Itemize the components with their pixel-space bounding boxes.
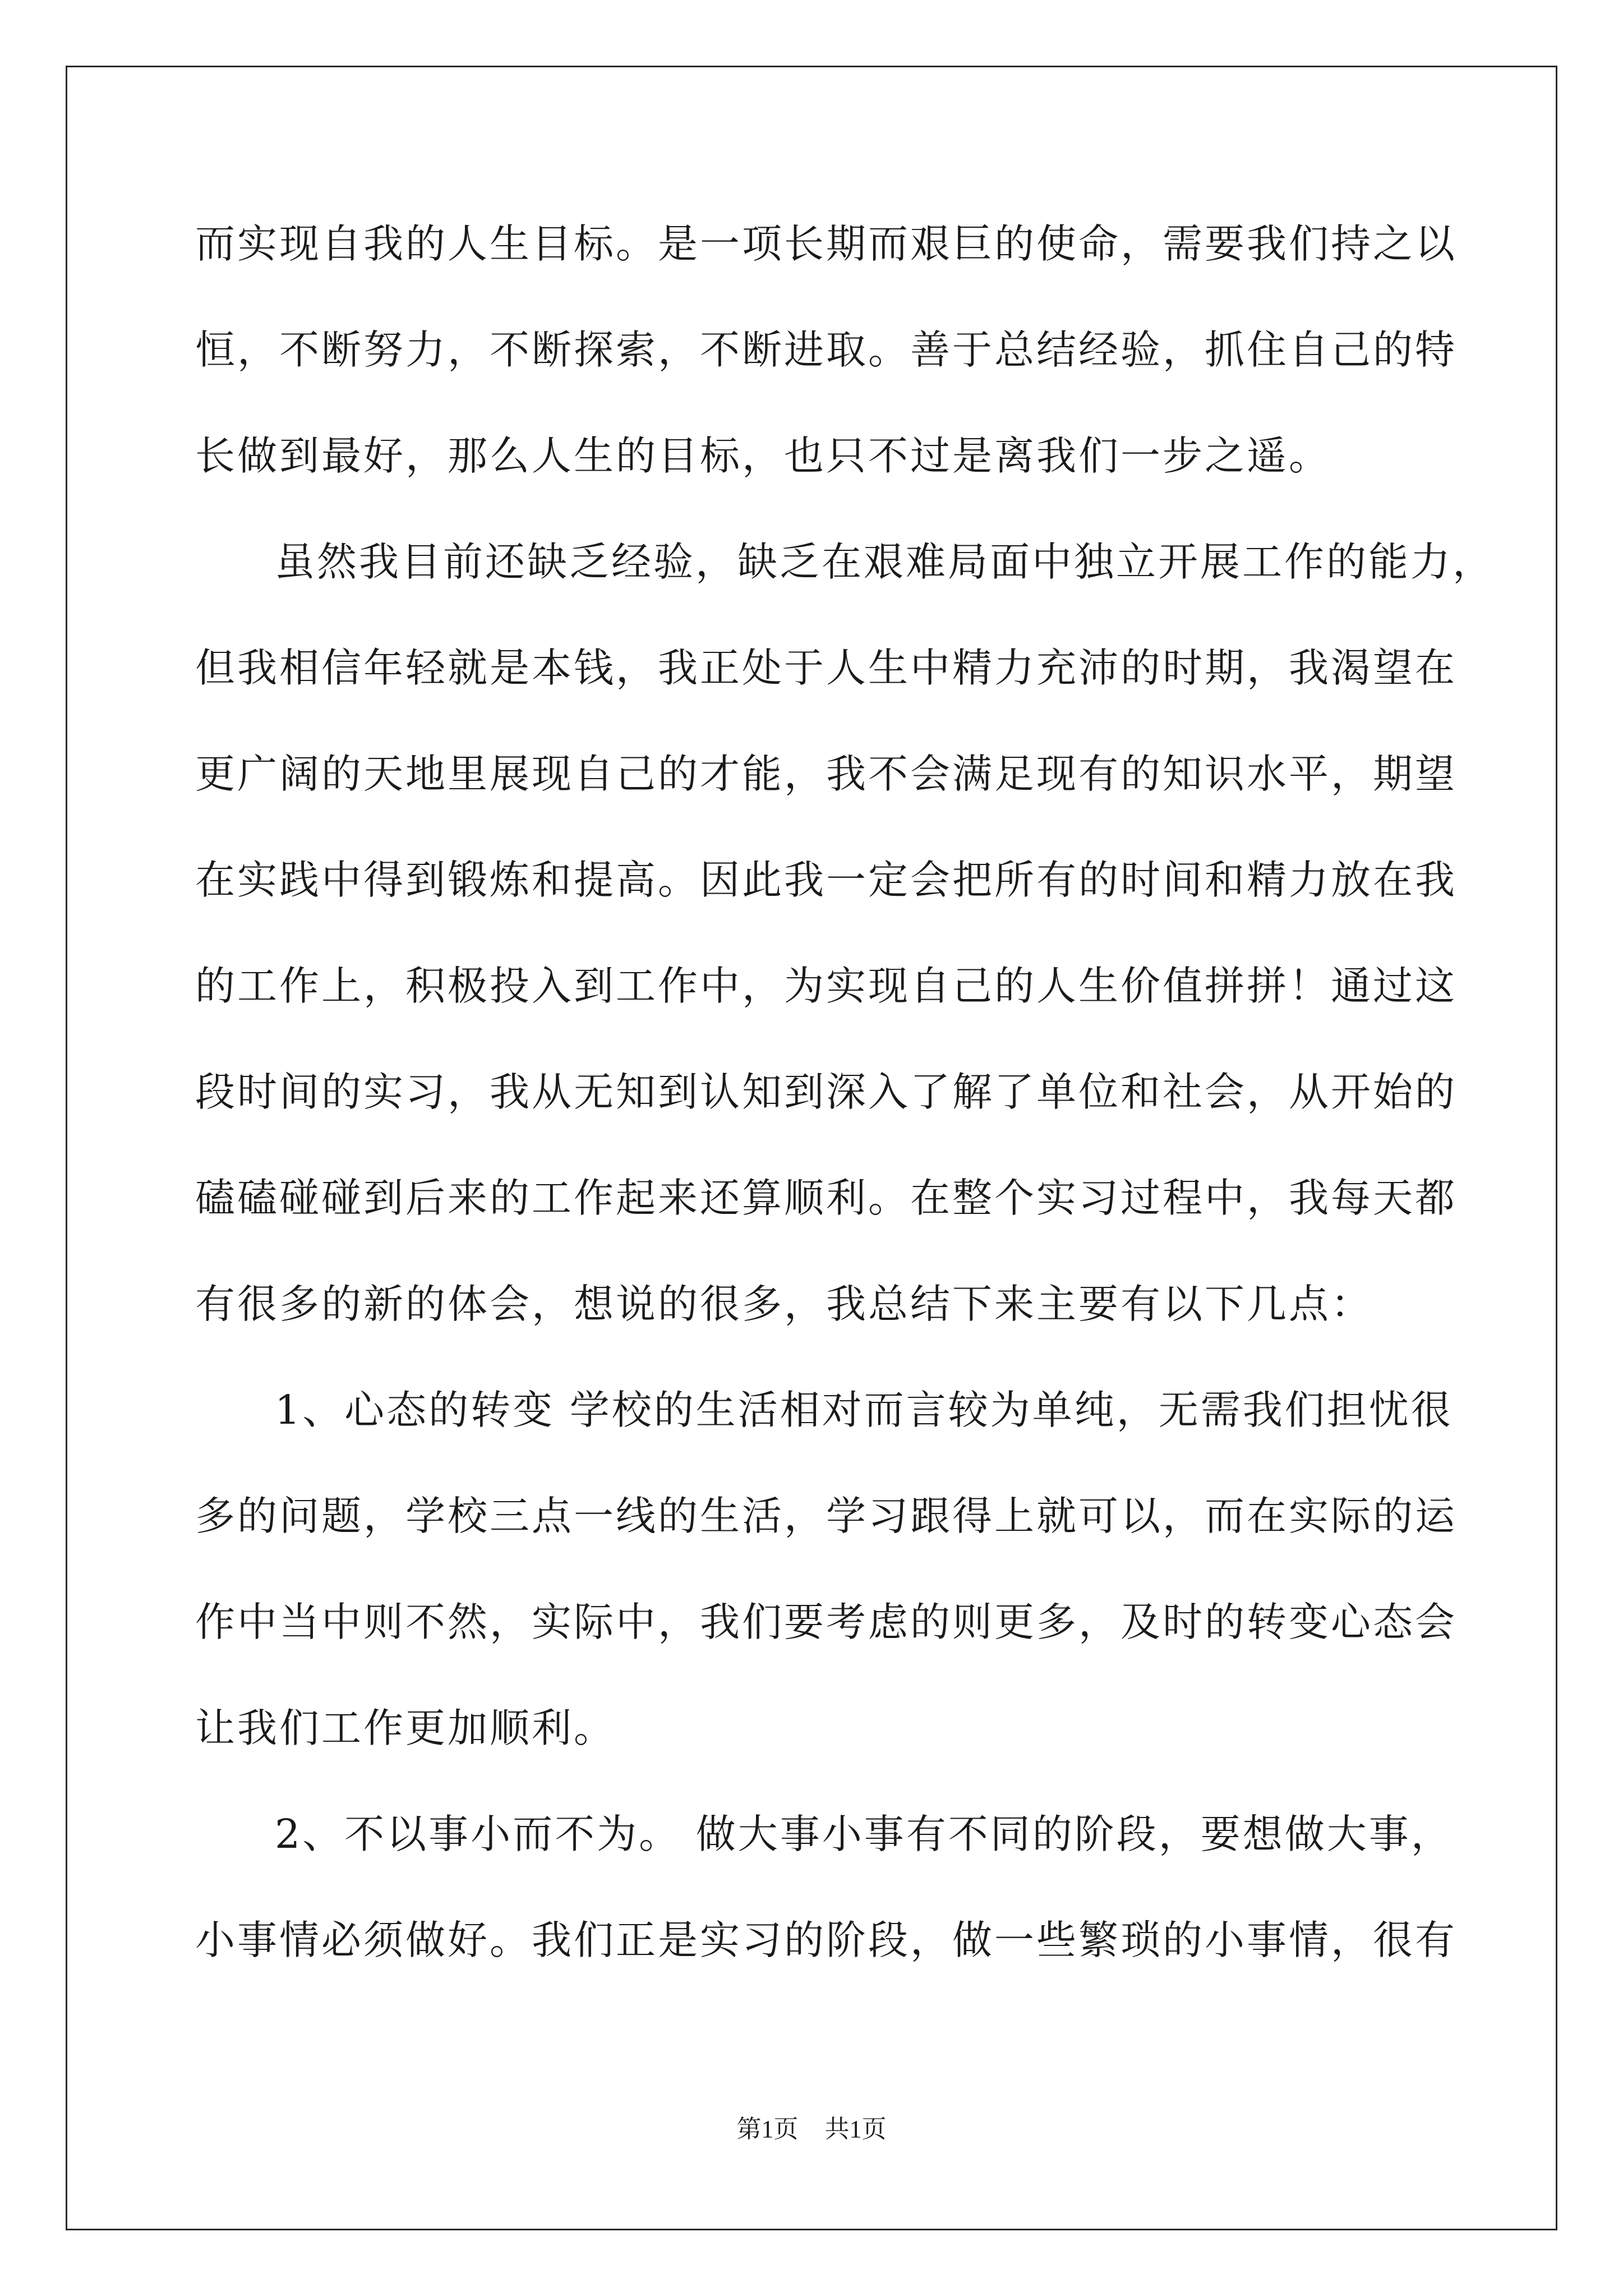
text-line-12: 1、心态的转变 学校的生活相对而言较为单纯，无需我们担忧很 — [275, 1387, 1453, 1433]
text-line-9: 段时间的实习，我从无知到认知到深入了解了单位和社会，从开始的 — [195, 1069, 1458, 1115]
document-body — [195, 213, 1495, 2016]
text-line-8: 的工作上，积极投入到工作中，为实现自己的人生价值拼拼！通过这 — [195, 963, 1458, 1009]
text-line-2: 恒，不断努力，不断探索，不断进取。善于总结经验，抓住自己的特 — [195, 326, 1458, 373]
text-line-13: 多的问题，学校三点一线的生活，学习跟得上就可以，而在实际的运 — [195, 1493, 1458, 1539]
page-footer — [0, 2113, 1623, 2146]
text-line-5: 但我相信年轻就是本钱，我正处于人生中精力充沛的时期，我渴望在 — [195, 645, 1458, 691]
text-line-4: 虽然我目前还缺乏经验，缺乏在艰难局面中独立开展工作的能力， — [275, 539, 1495, 585]
text-line-3: 长做到最好，那么人生的目标，也只不过是离我们一步之遥。 — [195, 432, 1331, 479]
text-line-15: 让我们工作更加顺利。 — [195, 1705, 616, 1751]
text-line-16: 2、不以事小而不为。 做大事小事有不同的阶段，要想做大事， — [275, 1811, 1453, 1857]
page-number-current: 第1页 — [736, 2115, 799, 2143]
text-line-1: 而实现自我的人生目标。是一项长期而艰巨的使命，需要我们持之以 — [195, 220, 1458, 267]
text-line-17: 小事情必须做好。我们正是实习的阶段，做一些繁琐的小事情，很有 — [195, 1917, 1458, 1963]
text-line-14: 作中当中则不然，实际中，我们要考虑的则更多，及时的转变心态会 — [195, 1599, 1458, 1645]
page-number-total: 共1页 — [824, 2115, 887, 2143]
text-line-6: 更广阔的天地里展现自己的才能，我不会满足现有的知识水平，期望 — [195, 751, 1458, 797]
text-line-7: 在实践中得到锻炼和提高。因此我一定会把所有的时间和精力放在我 — [195, 857, 1458, 903]
text-line-11: 有很多的新的体会，想说的很多，我总结下来主要有以下几点： — [195, 1281, 1373, 1327]
text-line-10: 磕磕碰碰到后来的工作起来还算顺利。在整个实习过程中，我每天都 — [195, 1175, 1458, 1221]
